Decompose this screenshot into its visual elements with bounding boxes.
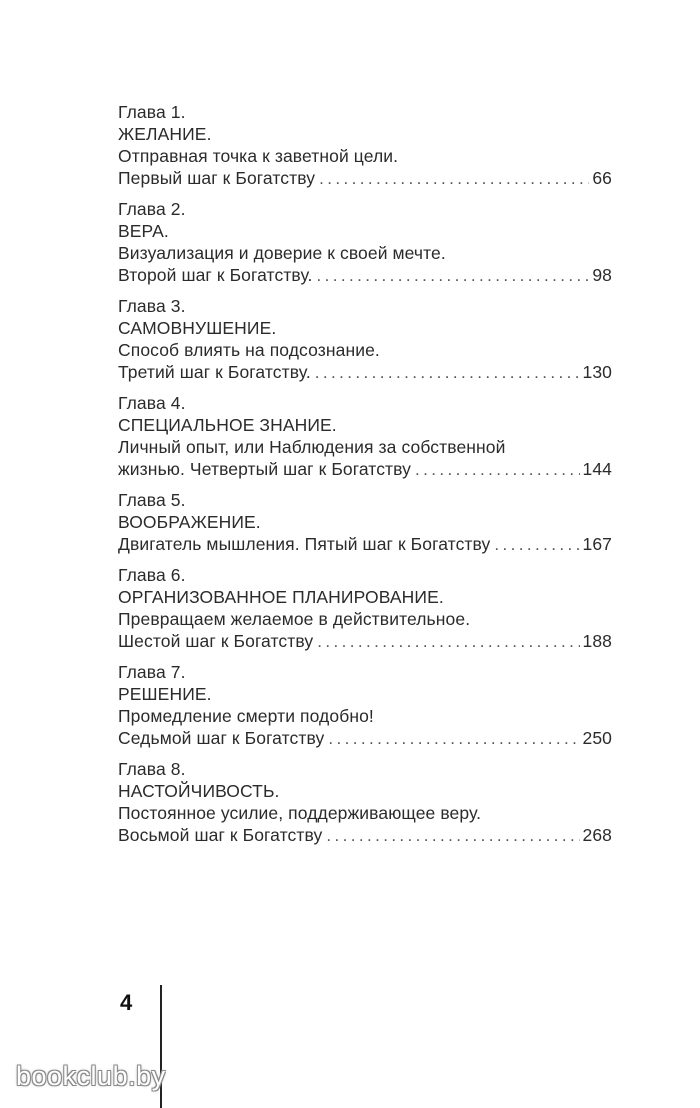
toc-entry-label: Двигатель мышления. Пятый шаг к Богатству bbox=[118, 534, 491, 554]
toc-page-number: 167 bbox=[582, 534, 612, 554]
chapter-subtitle: Визуализация и доверие к своей мечте. bbox=[118, 243, 446, 263]
chapter-title: ВЕРА. bbox=[118, 221, 169, 241]
toc-entry-label: Седьмой шаг к Богатству bbox=[118, 728, 325, 748]
chapter-title: РЕШЕНИЕ. bbox=[118, 684, 212, 704]
toc-entry bbox=[118, 630, 612, 652]
toc-page-number: 98 bbox=[592, 265, 612, 285]
toc-page-number: 144 bbox=[582, 459, 612, 479]
toc-chapter bbox=[118, 198, 612, 286]
toc-chapter bbox=[118, 661, 612, 749]
dot-leader bbox=[326, 825, 579, 847]
chapter-title: ВООБРАЖЕНИЕ. bbox=[118, 512, 261, 532]
page-number: 4 bbox=[120, 990, 133, 1015]
chapter-title: ЖЕЛАНИЕ. bbox=[118, 124, 212, 144]
toc-chapter bbox=[118, 295, 612, 383]
dot-leader bbox=[317, 265, 590, 287]
chapter-subtitle: Отправная точка к заветной цели. bbox=[118, 146, 399, 166]
toc-entry bbox=[118, 167, 612, 189]
chapter-subtitle: Превращаем желаемое в действительное. bbox=[118, 609, 471, 629]
chapter-subtitle: Способ влиять на подсознание. bbox=[118, 340, 380, 360]
toc-entry-label: Третий шаг к Богатству. bbox=[118, 362, 311, 382]
dot-leader bbox=[328, 728, 579, 750]
chapter-number: Глава 7. bbox=[118, 662, 186, 682]
chapter-title: СПЕЦИАЛЬНОЕ ЗНАНИЕ. bbox=[118, 415, 337, 435]
toc-chapter bbox=[118, 758, 612, 846]
chapter-title: НАСТОЙЧИВОСТЬ. bbox=[118, 781, 280, 801]
chapter-number: Глава 6. bbox=[118, 565, 186, 585]
toc-entry-label: Шестой шаг к Богатству bbox=[118, 631, 314, 651]
dot-leader bbox=[315, 362, 580, 384]
toc-chapter bbox=[118, 101, 612, 189]
toc-page-number: 250 bbox=[582, 728, 612, 748]
toc-entry bbox=[118, 824, 612, 846]
chapter-title: САМОВНУШЕНИЕ. bbox=[118, 318, 277, 338]
watermark: bookclub.by bbox=[16, 1061, 166, 1091]
chapter-subtitle: Промедление смерти подобно! bbox=[118, 706, 374, 726]
dot-leader bbox=[415, 459, 579, 481]
toc-entry-label: Второй шаг к Богатству. bbox=[118, 265, 313, 285]
chapter-subtitle: Личный опыт, или Наблюдения за собственной bbox=[118, 437, 506, 457]
dot-leader bbox=[319, 168, 589, 190]
toc-entry bbox=[118, 264, 612, 286]
toc-page-number: 130 bbox=[582, 362, 612, 382]
toc-entry bbox=[118, 727, 612, 749]
toc-page-number: 66 bbox=[592, 168, 612, 188]
toc-chapter bbox=[118, 392, 612, 480]
dot-leader bbox=[494, 534, 579, 556]
dot-leader bbox=[317, 631, 579, 653]
chapter-number: Глава 2. bbox=[118, 199, 186, 219]
toc-entry-label: Первый шаг к Богатству bbox=[118, 168, 316, 188]
toc-chapter bbox=[118, 489, 612, 555]
toc-entry bbox=[118, 458, 612, 480]
chapter-subtitle: Постоянное усилие, поддерживающее веру. bbox=[118, 803, 482, 823]
toc-entry-label: Восьмой шаг к Богатству bbox=[118, 825, 323, 845]
chapter-number: Глава 1. bbox=[118, 102, 186, 122]
chapter-number: Глава 8. bbox=[118, 759, 186, 779]
toc-page-number: 268 bbox=[582, 825, 612, 845]
toc-chapter bbox=[118, 564, 612, 652]
table-of-contents bbox=[118, 101, 612, 855]
chapter-number: Глава 4. bbox=[118, 393, 186, 413]
chapter-title: ОРГАНИЗОВАННОЕ ПЛАНИРОВАНИЕ. bbox=[118, 587, 444, 607]
chapter-number: Глава 5. bbox=[118, 490, 186, 510]
toc-entry bbox=[118, 361, 612, 383]
toc-entry-label: жизнью. Четвертый шаг к Богатству bbox=[118, 459, 412, 479]
chapter-number: Глава 3. bbox=[118, 296, 186, 316]
toc-entry bbox=[118, 533, 612, 555]
toc-page-number: 188 bbox=[582, 631, 612, 651]
